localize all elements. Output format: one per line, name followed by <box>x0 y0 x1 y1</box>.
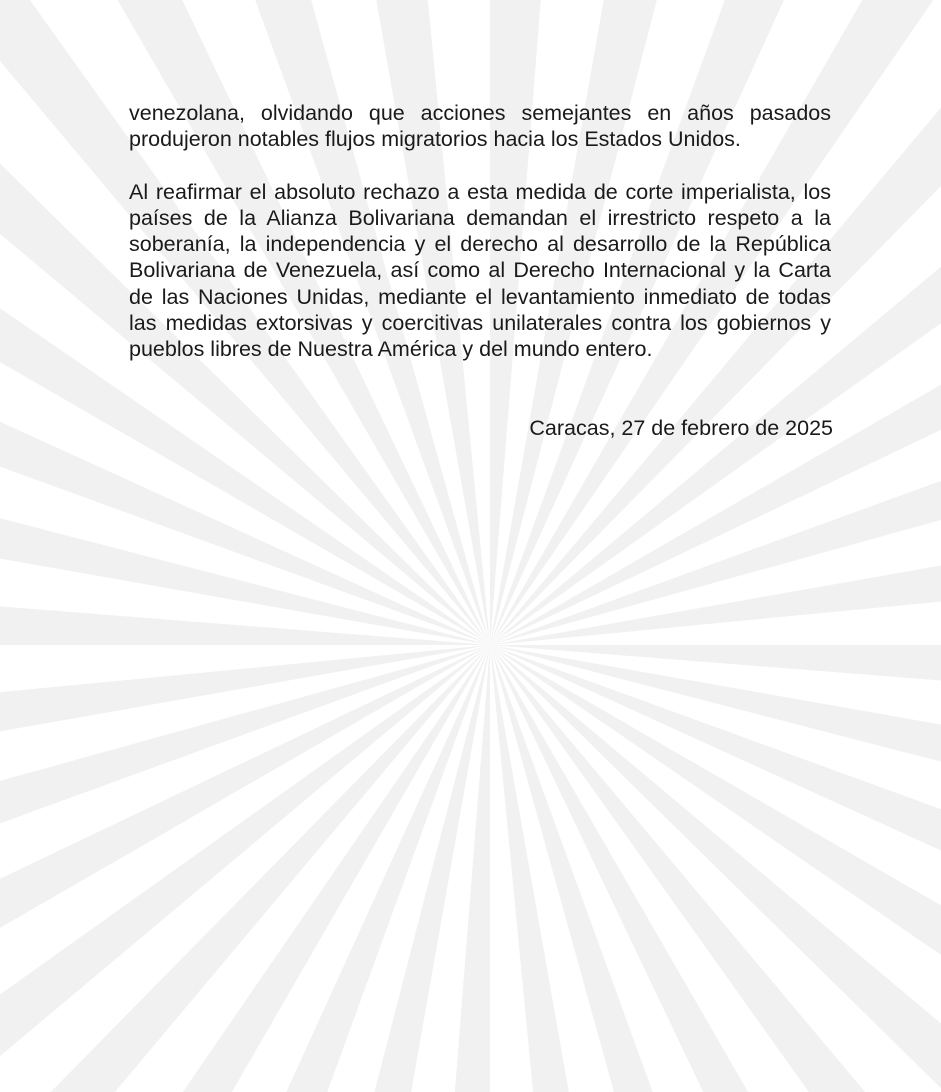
paragraph-continuation: venezolana, olvidando que acciones semejantes en años pasados produjeron notables flujos migratorios hacia los Estados Unidos. <box>129 101 831 152</box>
paragraph-declaration: Al reafirmar el absoluto rechazo a esta medida de corte imperialista, los países de la Alianza Bolivariana demandan el irrestricto respeto a la soberanía, la independencia y el derecho al desarrollo de la República Bolivariana de Venezuela, así como al Derecho Internacional y la Carta de las Naciones Unidas, mediante el levantamiento inmediato de todas las medidas extorsivas y coercitivas unilaterales contra los gobiernos y pueblos libres de Nuestra América y del mundo entero. <box>129 179 831 362</box>
document-body <box>129 100 831 389</box>
place-date: Caracas, 27 de febrero de 2025 <box>529 416 833 440</box>
